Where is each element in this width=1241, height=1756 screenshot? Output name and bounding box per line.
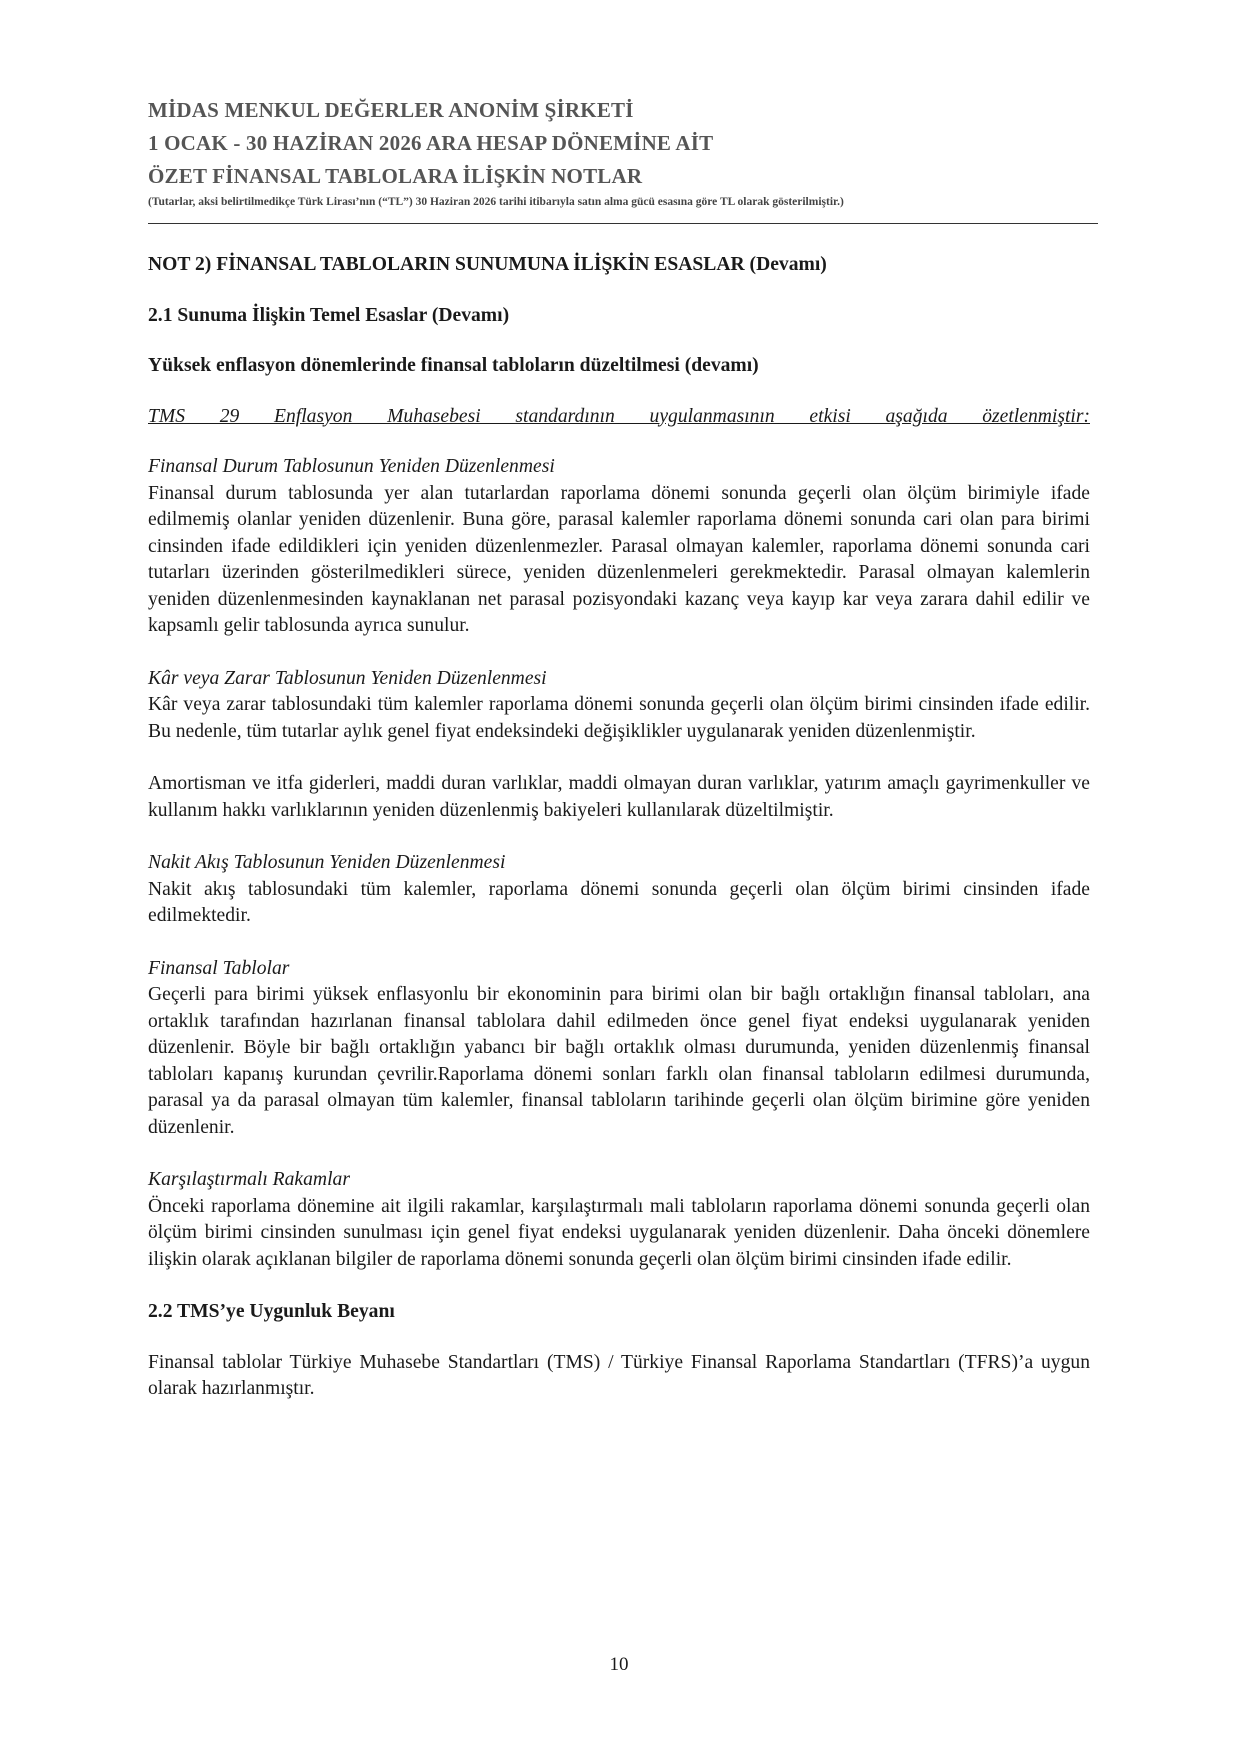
paragraph: Geçerli para birimi yüksek enflasyonlu bir ekonominin para birimi olan bir bağlı ortaklığın finansal tabloları, ana ortaklık tarafından hazırlanan finansal tablolara dahil edilmeden önce genel fiyat endeksi uygulanarak yeniden düzenlenir. Böyle bir bağlı ortaklığın yabancı bir bağlı ortaklık olması durumunda, yeniden düzenlenmiş finansal tabloları kapanış kurundan çevrilir.Raporlama dönemi sonları farklı olan finansal tabloların edilmesi durumunda, parasal ya da parasal olmayan tüm kalemler, finansal tabloların tarihinde geçerli olan ölçüm birimine göre yeniden düzenlenir. bbox=[148, 984, 1090, 1138]
section-title: Kâr veya Zarar Tablosunun Yeniden Düzenlenmesi bbox=[148, 667, 547, 689]
lead-sentence: TMS 29 Enflasyon Muhasebesi standardının uygulanmasının etkisi aşağıda özetlenmiştir: bbox=[148, 405, 1090, 427]
period-title: 1 OCAK - 30 HAZİRAN 2026 ARA HESAP DÖNEMİNE AİT bbox=[148, 131, 714, 155]
page-number: 10 bbox=[609, 1654, 629, 1675]
paragraph: Önceki raporlama dönemine ait ilgili rakamlar, karşılaştırmalı mali tabloların raporlama dönemi sonunda geçerli olan ölçüm birimi cinsinden sunulması için genel fiyat endeksi uygulanarak yeniden düzenlenir. Daha önceki dönemlere ilişkin olarak açıklanan bilgiler de raporlama dönemi sonunda geçerli olan ölçüm birimi cinsinden ifade edilir. bbox=[148, 1195, 1090, 1270]
paragraph: Finansal durum tablosunda yer alan tutarlardan raporlama dönemi sonunda geçerli olan ölçüm birimiyle ifade edilmemiş olanlar yeniden düzenlenir. Buna göre, parasal kalemler raporlama dönemi sonunda cari olan para birimi cinsinden ifade edildikleri için yeniden düzenlenmezler. Parasal olmayan kalemler, raporlama dönemi sonunda cari tutarları üzerinden gösterilmedikleri sürece, yeniden düzenlenmeleri gerekmektedir. Parasal olmayan kalemlerin yeniden düzenlenmesinden kaynaklanan net parasal pozisyondaki kazanç veya kayıp kar veya zarara dahil edilir ve kapsamlı gelir tablosunda ayrıca sunulur. bbox=[148, 482, 1090, 636]
section-income-statement bbox=[148, 666, 1090, 825]
section-2-1-heading: 2.1 Sunuma İlişkin Temel Esaslar (Devamı) bbox=[148, 304, 510, 326]
note-title: NOT 2) FİNANSAL TABLOLARIN SUNUMUNA İLİŞKİN ESASLAR (Devamı) bbox=[148, 254, 827, 275]
document-body bbox=[148, 252, 1090, 1429]
header-divider bbox=[148, 223, 1098, 224]
section-title: Karşılaştırmalı Rakamlar bbox=[148, 1169, 350, 1190]
compliance-paragraph: Finansal tablolar Türkiye Muhasebe Standartları (TMS) / Türkiye Finansal Raporlama Standartları (TFRS)’a uygun olarak hazırlanmıştır. bbox=[148, 1351, 1090, 1399]
report-title: ÖZET FİNANSAL TABLOLARA İLİŞKİN NOTLAR bbox=[148, 164, 643, 188]
document-page bbox=[148, 0, 1090, 1756]
paragraph: Amortisman ve itfa giderleri, maddi duran varlıklar, maddi olmayan duran varlıklar, yatırım amaçlı gayrimenkuller ve kullanım hakkı varlıklarının yeniden düzenlenmiş bakiyeleri kullanılarak düzeltilmiştir. bbox=[148, 773, 1090, 821]
section-title: Nakit Akış Tablosunun Yeniden Düzenlenmesi bbox=[148, 852, 506, 873]
company-name: MİDAS MENKUL DEĞERLER ANONİM ŞİRKETİ bbox=[148, 98, 634, 122]
section-cash-flow bbox=[148, 850, 1090, 930]
subsection-heading: Yüksek enflasyon dönemlerinde finansal tabloların düzeltilmesi (devamı) bbox=[148, 355, 759, 376]
section-2-2-heading: 2.2 TMS’ye Uygunluk Beyanı bbox=[148, 1301, 395, 1322]
section-title: Finansal Tablolar bbox=[148, 957, 290, 979]
currency-note: (Tutarlar, aksi belirtilmedikçe Türk Lirası’nın (“TL”) 30 Haziran 2026 tarihi itibarıyla satın alma gücü esasına göre TL olarak gösterilmiştir.) bbox=[148, 196, 844, 208]
paragraph: Kâr veya zarar tablosundaki tüm kalemler raporlama dönemi sonunda geçerli olan ölçüm birimi cinsinden ifade edilir. Bu nedenle, tüm tutarlar aylık genel fiyat endeksindeki değişiklikler uygulanarak yeniden düzenlenmiştir. bbox=[148, 694, 1090, 742]
document-header bbox=[148, 94, 1098, 208]
section-balance-sheet bbox=[148, 454, 1090, 640]
section-financial-statements bbox=[148, 956, 1090, 1142]
section-comparatives bbox=[148, 1167, 1090, 1273]
section-title: Finansal Durum Tablosunun Yeniden Düzenlenmesi bbox=[148, 456, 555, 477]
paragraph: Nakit akış tablosundaki tüm kalemler, raporlama dönemi sonunda geçerli olan ölçüm birimi cinsinden ifade edilmektedir. bbox=[148, 878, 1090, 926]
